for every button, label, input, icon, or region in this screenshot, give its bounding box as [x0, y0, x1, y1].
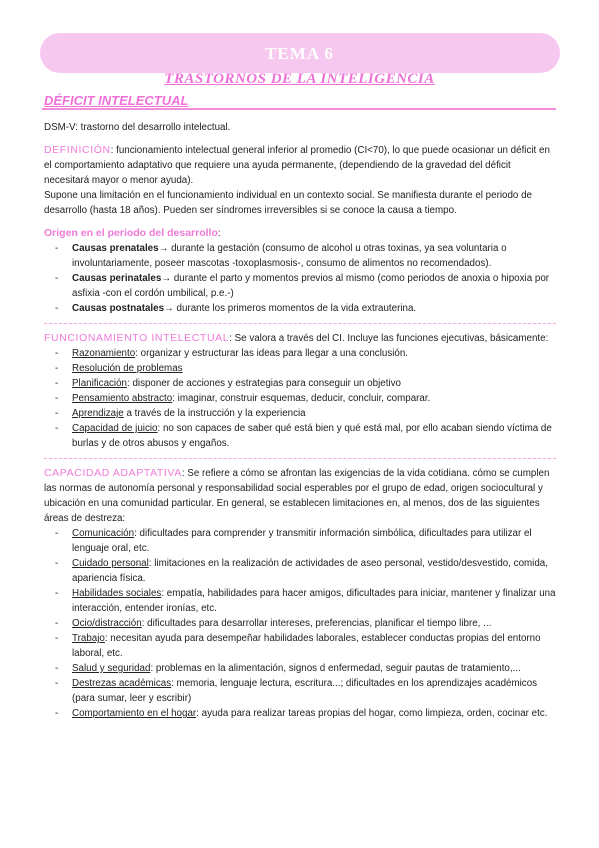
list-item — [72, 406, 556, 421]
list-item-label: Resolución de problemas — [72, 363, 183, 374]
definicion-text: : funcionamiento intelectual general inferior al promedio (CI<70), lo que puede ocasionar un déficit en el comportamiento adaptativo que requiere una ayuda permanente, (dependiendo de la gravedad del déficit necesitará mayor o menor ayuda). — [44, 145, 550, 186]
list-item-text: : ayuda para realizar tareas propias del hogar, como limpieza, orden, cocinar etc. — [196, 708, 548, 719]
page-subtitle: TRASTORNOS DE LA INTELIGENCIA — [164, 71, 435, 87]
capacidad-heading: CAPACIDAD ADAPTATIVA — [44, 467, 182, 479]
list-item — [72, 676, 556, 706]
document-body — [44, 120, 556, 721]
list-item-label: Aprendizaje — [72, 408, 124, 419]
list-item — [72, 421, 556, 451]
list-item-label: Razonamiento — [72, 348, 136, 359]
list-item — [72, 346, 556, 361]
list-item-text: : disponer de acciones y estrategias para conseguir un objetivo — [127, 378, 401, 389]
list-item-label: Habilidades sociales — [72, 588, 162, 599]
list-item — [72, 391, 556, 406]
list-item-label: Destrezas académicas — [72, 678, 172, 689]
list-item — [72, 241, 556, 271]
list-item-label: Pensamiento abstracto — [72, 393, 173, 404]
list-item — [72, 301, 556, 316]
funcionamiento-text: : Se valora a través del CI. Incluye las funciones ejecutivas, básicamente: — [229, 333, 549, 344]
list-item-text: : necesitan ayuda para desempeñar habilidades laborales, establecer conductas propias del entorno laboral, etc. — [72, 633, 541, 659]
list-item — [72, 556, 556, 586]
list-item-label: Ocio/distracción — [72, 618, 142, 629]
page-title: TEMA 6 — [265, 44, 334, 63]
list-item-label: Causas perinatales — [72, 273, 162, 284]
list-item-label: Planificación — [72, 378, 128, 389]
section-divider — [42, 108, 556, 110]
list-item-text: durante la gestación (consumo de alcohol u otras toxinas, ya sea voluntaria o involuntariamente, poseer mascotas -toxoplasmosis-, consumo de alimentos no recomendados). — [72, 243, 507, 269]
list-item-text: : no son capaces de saber qué está bien y qué está mal, por ello acaban siendo víctima de burlas y de otros abusos y engaños. — [72, 423, 552, 449]
section-heading: DÉFICIT INTELECTUAL — [44, 93, 189, 108]
definicion-paragraph — [44, 143, 556, 188]
list-item-text: : memoria, lenguaje lectura, escritura...; dificultades en los aprendizajes académicos (para sumar, leer y escribir) — [72, 678, 538, 704]
dashed-divider — [44, 458, 556, 459]
arrow-icon: → — [161, 273, 172, 284]
origen-heading: Origen en el periodo del desarrollo — [44, 227, 218, 239]
definicion-heading: DEFINICIÓN — [44, 144, 111, 156]
list-item-label: Comunicación — [72, 528, 135, 539]
list-item — [72, 361, 556, 376]
list-item-text: : problemas en la alimentación, signos d enfermedad, seguir pautas de tratamiento,... — [150, 663, 521, 674]
list-item-label: Trabajo — [72, 633, 105, 644]
origen-list — [44, 241, 556, 316]
capacidad-text: : Se refiere a cómo se afrontan las exigencias de la vida cotidiana. cómo se cumplen las normas de autonomía personal y responsabilidad social esperables por el grupo de edad, origen sociocultural y ubicación en una comunidad particular. En general, se establecen limitaciones en, al menos, dos de las siguientes áreas de destreza: — [44, 468, 550, 524]
list-item — [72, 661, 556, 676]
list-item-text: : dificultades para desarrollar intereses, preferencias, planificar el tiempo libre, ... — [141, 618, 492, 629]
list-item — [72, 271, 556, 301]
origen-paragraph — [44, 226, 556, 241]
list-item-label: Causas postnatales — [72, 303, 165, 314]
list-item-label: Cuidado personal — [72, 558, 149, 569]
list-item-text: durante el parto y momentos previos al mismo (como periodos de anoxia o hipoxia por asfixia -con el cordón umbilical, p.e.-) — [72, 273, 550, 299]
list-item — [72, 526, 556, 556]
list-item-label: Comportamiento en el hogar — [72, 708, 197, 719]
funcionamiento-paragraph — [44, 331, 556, 346]
list-item-text: a través de la instrucción y la experiencia — [123, 408, 306, 419]
list-item — [72, 586, 556, 616]
list-item-text: : imaginar, construir esquemas, deducir, concluir, comparar. — [172, 393, 431, 404]
definicion-paragraph-2: Supone una limitación en el funcionamiento individual en un contexto social. Se manifiesta durante el periodo de desarrollo (hasta 18 años). Pueden ser síndromes irreversibles si se conoce la causa a tiempo. — [44, 190, 532, 216]
capacidad-paragraph — [44, 466, 556, 526]
list-item-text: durante los primeros momentos de la vida extrauterina. — [173, 303, 417, 314]
list-item-text: : limitaciones en la realización de actividades de aseo personal, vestido/desvestido, comida, apariencia física. — [72, 558, 548, 584]
capacidad-list — [44, 526, 556, 721]
dashed-divider — [44, 323, 556, 324]
intro-text: DSM-V: trastorno del desarrollo intelectual. — [44, 122, 231, 133]
list-item — [72, 616, 556, 631]
list-item-label: Capacidad de juicio — [72, 423, 158, 434]
origen-colon: : — [217, 228, 221, 239]
list-item-label: Causas prenatales — [72, 243, 159, 254]
list-item — [72, 631, 556, 661]
list-item-text: : empatía, habilidades para hacer amigos, dificultades para iniciar, mantener y finalizar una interacción, entender ironías, etc. — [72, 588, 556, 614]
list-item — [72, 376, 556, 391]
list-item-label: Salud y seguridad — [72, 663, 151, 674]
list-item-text: : dificultades para comprender y transmitir información simbólica, dificultades para utilizar el lenguaje oral, etc. — [72, 528, 532, 554]
funcionamiento-list — [44, 346, 556, 451]
arrow-icon: → — [158, 243, 169, 254]
arrow-icon: → — [164, 303, 174, 314]
list-item — [72, 706, 556, 721]
list-item-text: : organizar y estructurar las ideas para llegar a una conclusión. — [135, 348, 409, 359]
funcionamiento-heading: FUNCIONAMIENTO INTELECTUAL — [44, 332, 230, 344]
